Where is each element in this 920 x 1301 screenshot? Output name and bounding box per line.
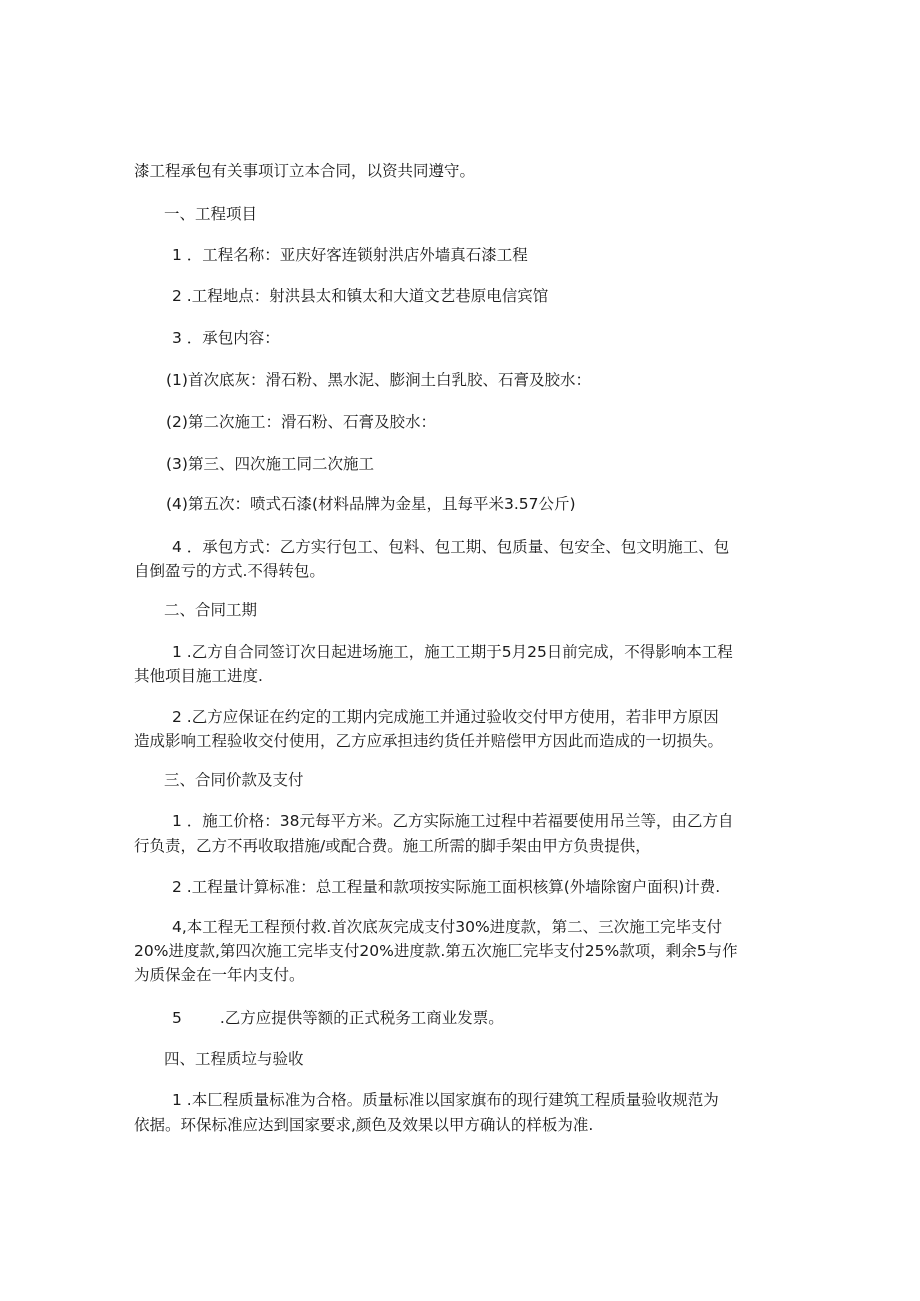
price-line-1: 1 ．施工价格：38元每平方米。乙方实际施工过程中若福要使用吊兰等，由乙方自 — [172, 812, 734, 830]
scope-step-2: (2)第二次施工：滑石粉、石膏及胶水： — [166, 413, 436, 431]
contract-method-line-2: 自倒盈亏的方式.不得转包。 — [134, 562, 325, 580]
invoice-item — [134, 1005, 824, 1031]
intro-line: 漆工程承包有关事项订立本合同，以资共同遵守。 — [134, 162, 476, 180]
scope-step-1: (1)首次底灰：滑石粉、黑水泥、膨涧土白乳胶、石膏及胶水： — [166, 371, 591, 389]
quality-line-2: 依据。环保标准应达到国家要求,颜色及效果以甲方确认的样板为准. — [134, 1116, 594, 1134]
section-heading-period: 二、合同工期 — [164, 601, 258, 619]
quantity-standard: 2 .工程量计算标准：总工程量和款项按实际施工面枳核算(外墙除窗户面积)计费. — [172, 878, 721, 896]
period-item-1-line-2: 其他项目施工进度. — [134, 667, 263, 685]
price-line-2: 行负责，乙方不再收取措施/或配合费。施工所需的脚手架由甲方负贵提供， — [134, 837, 651, 855]
contract-scope-label: 3 ．承包内容： — [172, 329, 280, 347]
invoice-item-text: .乙方应提供等额的正式税务工商业发票。 — [219, 1009, 504, 1027]
payment-terms-line-2: 20%进度款,第四次施工完毕支付20%进度款.第五次施匚完毕支付25%款项，剩余5与作 — [134, 942, 738, 960]
section-heading-quality: 四、工程质垃与验收 — [164, 1050, 304, 1068]
scope-step-3: (3)第三、四次施工同二次施工 — [166, 455, 374, 473]
quality-line-1: 1 .本匚程质量标准为合格。质量标准以国家旗布的现行建筑工程质量验收规范为 — [172, 1091, 719, 1109]
section-heading-project: 一、工程项目 — [164, 205, 258, 223]
section-heading-payment: 三、合同价款及支付 — [164, 771, 304, 789]
period-item-2-line-1: 2 .乙方应保证在约定的工期内完成施工并通过验收交付甲方使用，若非甲方原因 — [172, 708, 719, 726]
period-item-1-line-1: 1 .乙方自合同签订次日起进场施工，施工工期于5月25日前完成，不得影响本工程 — [172, 643, 733, 661]
scope-step-4: (4)第五次：喷式石漆(材料品牌为金星，且每平米3.57公斤) — [166, 495, 576, 513]
payment-terms-line-3: 为质保金在一年内支付。 — [134, 966, 305, 984]
contract-method-line-1: 4 ．承包方式：乙方实行包工、包料、包工期、包质量、包安全、包文明施工、包 — [172, 538, 730, 556]
project-location: 2 .工程地点：射洪县太和镇太和大道文艺巷原电信宾馆 — [172, 287, 549, 305]
invoice-item-number: 5 — [172, 1009, 182, 1027]
project-name: 1 ．工程名称：亚庆好客连锁射洪店外墙真石漆工程 — [172, 246, 528, 264]
payment-terms-line-1: 4,本工程无工程预付救.首次底灰完成支付30%进度款，第二、三次施工完毕支付 — [172, 918, 723, 936]
period-item-2-line-2: 造成影响工程验收交付使用，乙方应承担违约货任并赔偿甲方因此而造成的一切损失。 — [134, 732, 724, 750]
